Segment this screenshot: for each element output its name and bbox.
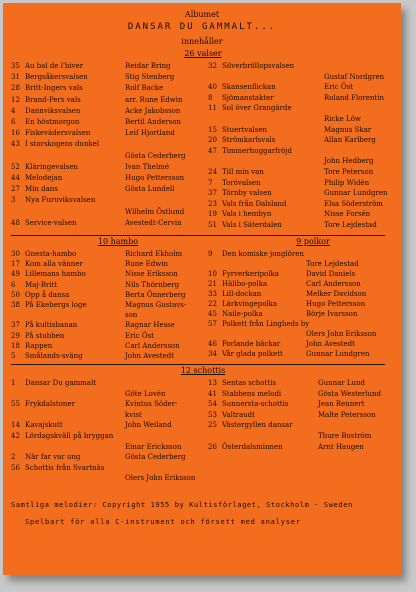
song-number: 52 [11,162,20,171]
song-number: 37 [11,321,20,330]
song-title: Valtraudt [222,410,255,419]
divider-2 [11,364,385,365]
song-number: 8 [208,93,213,102]
song-author: Kvintus Söder- [125,400,178,409]
song-number: 4 [11,106,16,115]
song-author: Carl Andersson [125,341,180,350]
song-title: Lillemans hambo [25,270,86,279]
song-number: 34 [208,350,217,358]
song-author: Gösta Lundell [125,185,175,194]
divider-1 [11,235,385,236]
song-title: Sunnersta-schottis [222,400,289,409]
song-author: Tore Peterson [324,168,374,176]
song-author: Gunnar Lundgren [324,189,388,198]
song-title: Den komiske jonglören [222,250,304,258]
album-title: DANSAR DU GAMMALT... [127,22,277,32]
song-number: 37 [208,189,217,198]
song-title: Törnby valsen [222,189,272,198]
song-title: När far var ung [25,453,81,462]
song-author: Einar Ericksson [125,442,182,451]
song-number: 24 [208,168,217,176]
valser-heading: 26 valser [184,49,222,58]
song-author: Malte Petersson [318,410,376,419]
song-author: Nisse Forsén [324,210,371,219]
song-author: Carl Andersson [306,280,361,288]
song-title: Lördagskväll på bryggan [25,432,114,440]
song-title: Schottis från Svartnäs [25,463,105,472]
song-title: Frykdalstoner [25,400,75,409]
song-title: Västergyllen dansar [222,421,293,430]
song-number: 6 [11,118,16,126]
song-title: Lärkvingepolka [222,300,278,308]
song-number: 53 [208,410,217,419]
song-title: Silverbröllopsvalsen [222,62,295,70]
song-title: Nya Furuviksvalsen [25,196,96,205]
booklet-page [3,3,401,575]
song-author: kvist [125,410,142,419]
song-title: Melodejan [25,174,63,182]
song-number: 47 [208,146,217,155]
song-author: Melker Davidson [306,290,367,298]
song-title: Naile-polka [222,310,263,318]
song-title: Kavajskutt [25,421,63,430]
song-author: Gustaf Nordgren [324,72,385,81]
song-title: Skansenflickan [222,83,276,92]
song-author: Arnt Haugen [318,442,364,451]
song-author: arr. Rune Edwin [125,95,183,104]
song-author: John Weiland [125,421,172,430]
song-author: Gösta Cederberg [125,453,186,462]
song-author: Rune Edwin [125,260,168,269]
song-number: 42 [11,432,20,440]
song-title: Porlande bäckar [222,340,281,348]
song-author: Gösta Cederberg [125,151,186,160]
song-title: Min dans [25,185,58,194]
song-author: John Hedberg [324,157,374,166]
song-number: 17 [11,260,20,269]
song-number: 12 [11,95,20,104]
song-author: Bertil Anderson [125,118,181,126]
song-author: Hugo Pettersson [306,300,366,308]
song-number: 3 [11,196,16,205]
song-title: På Ekebergs loge [25,301,87,309]
album-label: Albumet [184,10,220,19]
song-author: Roland Florentin [324,93,384,102]
song-author: David Daniels [306,270,356,278]
song-title: Britt-Ingers vals [25,84,83,93]
song-number: 21 [208,280,217,288]
song-author: Eric Öst [125,331,154,340]
song-number: 51 [208,221,217,229]
song-title: Au bal de l'hiver [25,62,84,70]
song-author: Ivan Thelmé [125,162,169,171]
song-title: Stuertvalsen [222,125,268,134]
song-author: Gösta Westerlund [318,389,382,398]
song-number: 33 [208,290,217,298]
song-number: 44 [11,174,20,182]
song-title: Timmerhuggarfröjd [222,146,292,155]
footer-instruments: Spelbart för alla C-instrument och försett med analyser [25,518,301,526]
song-number: 45 [208,310,217,318]
song-number: 16 [11,129,20,138]
song-number: 40 [208,83,217,92]
schottis-heading: 12 schottis [180,366,226,375]
song-title: Bergsåkersvalsen [25,73,88,82]
song-number: 50 [11,290,20,299]
song-author: Richard Ekholm [125,250,183,258]
song-title: Service-valsen [25,218,77,227]
song-author: Olers John Eriksson [125,474,196,483]
song-title: Kläringevalsen [25,162,78,171]
song-title: Lill-dockan [222,290,262,298]
song-number: 25 [208,421,217,430]
song-number: 6 [11,280,16,289]
song-author: Nisse Eriksson [125,270,178,279]
song-number: 2 [11,453,16,462]
song-number: 41 [208,389,217,398]
song-author: Avestedt-Cervin [125,218,182,227]
song-title: Torövalsen [222,178,261,187]
song-title: Vals från Dalsland [222,199,287,208]
song-title: På kultisbanan [25,321,78,330]
song-author: Hugo Pettersson [125,174,185,182]
song-author: Gunnar Lund [318,379,366,387]
song-author: Magnus Gustavs- [125,301,187,309]
song-number: 9 [208,250,213,258]
song-author: Tore Lejdestad [324,221,377,229]
song-title: Strömkarlsvals [222,136,276,145]
song-title: Gnesta-hambo [25,250,77,258]
song-number: 18 [11,341,20,350]
song-author: Reidar Bring [125,62,171,70]
song-number: 56 [11,463,20,472]
song-number: 30 [11,250,20,258]
contains-label: innehåller [181,37,223,46]
song-number: 19 [208,210,217,219]
song-title: Maj-Britt [25,280,58,289]
song-author: Olers John Eriksson [306,330,377,338]
song-title: Smålands-sväng [25,352,83,360]
song-author: Stig Stenberg [125,73,175,82]
song-title: Vals i hembyn [222,210,272,219]
song-title: Dannviksvalsen [25,106,81,115]
song-author: Thure Boström [318,432,372,440]
song-number: 23 [208,199,217,208]
song-number: 35 [11,62,20,70]
song-author: Elsa Söderström [324,199,383,208]
song-title: Till min van [222,168,264,176]
song-number: 54 [208,400,217,409]
song-number: 49 [11,270,20,279]
song-author: son [125,311,138,320]
song-author: Allan Karlberg [324,136,376,145]
song-title: Rappen [25,341,53,350]
song-title: En höstmorgon [25,118,80,126]
song-number: 31 [11,73,20,82]
song-number: 22 [208,300,217,308]
song-author: Philip Widén [324,178,370,187]
song-number: 57 [208,320,217,328]
song-number: 5 [11,352,16,360]
song-title: Brand-Pers vals [25,95,81,104]
song-author: Leif Hjortland [125,129,175,138]
song-title: Stabbens melodi [222,389,282,398]
song-number: 29 [11,331,20,340]
hambo-heading: 10 hambo [97,237,139,246]
song-number: 48 [11,218,20,227]
song-number: 43 [11,140,20,149]
song-number: 15 [208,125,217,134]
polkor-heading: 9 polkor [296,237,330,246]
song-title: Dansar Du gammalt [25,379,97,387]
song-author: Ricke Löw [324,115,361,123]
song-title: Kom alla vänner [25,260,83,269]
song-title: Vals i Säterdalen [222,221,282,229]
song-author: John Avestedt [306,340,355,348]
song-author: Jean Rennert [318,400,365,409]
song-author: Acke Jakobsson [125,106,181,115]
song-title: På stubben [25,331,65,340]
song-author: Magnus Skar [324,125,372,134]
song-title: Vår glada polkett [222,350,283,358]
song-number: 55 [11,400,20,409]
song-author: Nils Thörnberg [125,280,180,289]
song-title: Fyrverkeripolka [222,270,279,278]
footer-copyright: Samtliga melodier: Copyright 1955 by Kultisförlaget, Stockholm · Sweden [11,501,353,509]
song-author: John Avestedt [125,352,174,360]
song-number: 20 [208,136,217,145]
song-number: 1 [11,379,16,387]
song-title: Polkett från Lingheds by [222,320,310,328]
song-author: Berta Önnerberg [125,290,186,299]
song-author: Wilhelm Östlund [125,207,185,216]
song-number: 13 [208,379,217,387]
song-title: Sol över Grangärde [222,104,292,113]
song-author: Börje Ivarsson [306,310,358,318]
song-number: 11 [208,104,217,113]
song-title: I storskogens dunkel [25,140,100,149]
song-number: 28 [11,84,20,93]
song-title: Fiskevädersvalsen [25,129,91,138]
song-author: Rolf Backe [125,84,164,93]
song-number: 10 [208,270,217,278]
song-title: Österdalsminnen [222,442,283,451]
song-number: 14 [11,421,20,430]
song-number: 7 [208,178,213,187]
song-title: Opp å dansa [25,290,70,299]
song-number: 38 [11,301,20,309]
song-author: Ragnar Hesse [125,321,175,330]
song-number: 46 [208,340,217,348]
song-title: Hälibo-polka [222,280,268,288]
song-author: Tore Lejdestad [306,260,359,268]
song-number: 32 [208,62,217,70]
song-number: 26 [208,442,217,451]
song-author: Gunnar Lundgren [306,350,370,358]
song-author: Göte Lovén [125,389,166,398]
song-title: Sjömanstakter [222,93,274,102]
song-author: Eric Öst [324,83,353,92]
song-number: 27 [11,185,20,194]
song-title: Sentas schottis [222,379,276,387]
